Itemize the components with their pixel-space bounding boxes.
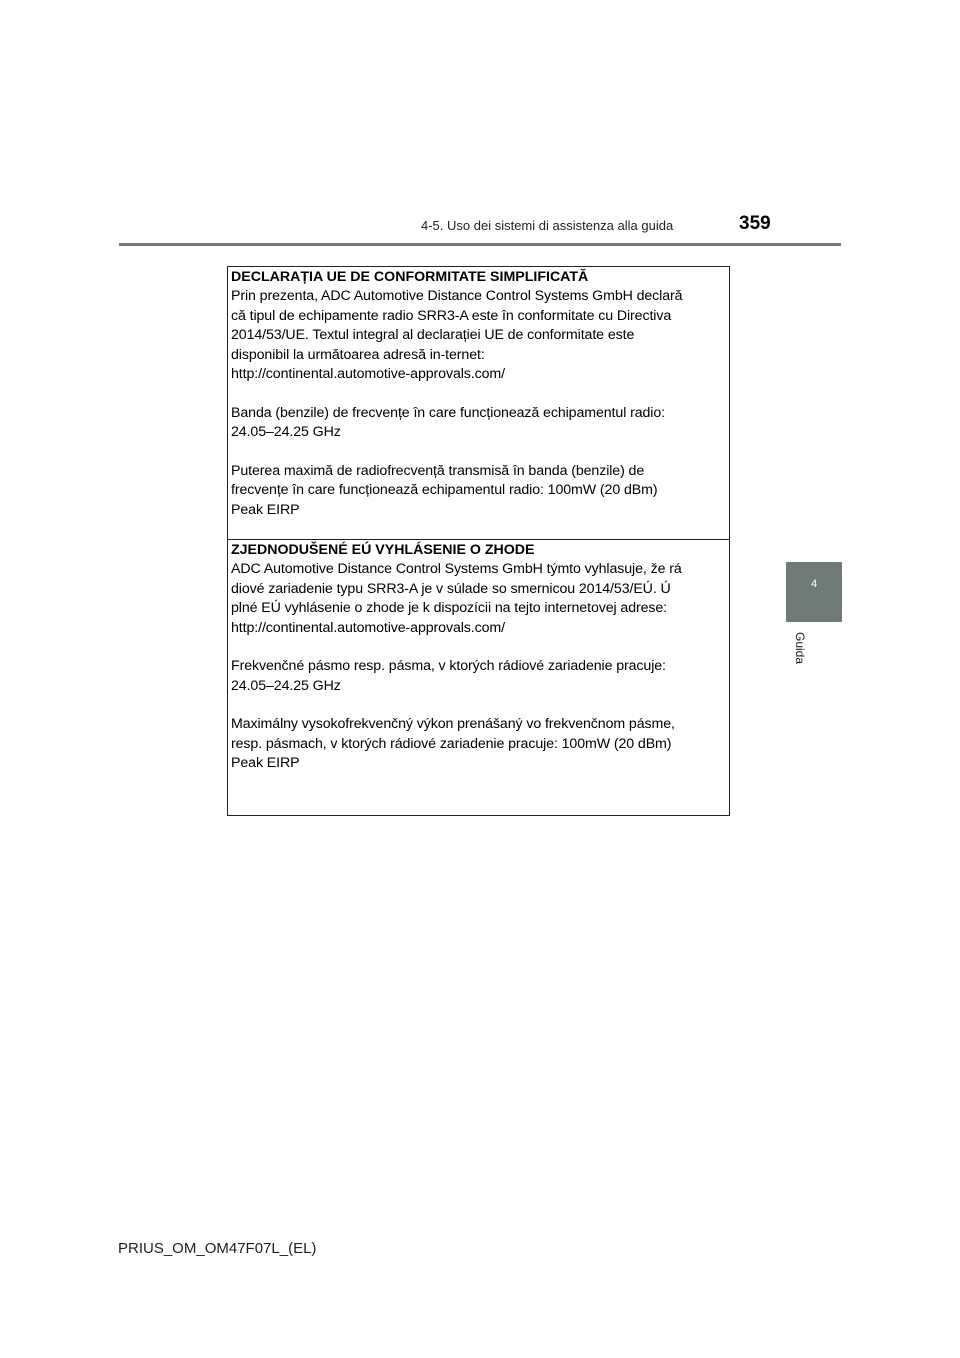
declaration-ro-url: http://continental.automotive-approvals.com/ — [231, 366, 505, 382]
declaration-sk-url: http://continental.automotive-approvals.com/ — [231, 619, 505, 636]
text-line: 24.05–24.25 GHz — [231, 424, 341, 440]
text-line: Maximálny vysokofrekvenčný výkon prenášaný vo frekvenčnom pásme, — [231, 716, 675, 732]
chapter-tab — [786, 562, 842, 622]
declaration-sk-frequency-band — [231, 657, 729, 696]
text-line: Prin prezenta, ADC Automotive Distance Control Systems GmbH declară — [231, 288, 683, 304]
document-code: PRIUS_OM_OM47F07L_(EL) — [118, 1240, 317, 1257]
text-line: Banda (benzile) de frecvențe în care funcționează echipamentul radio: — [231, 404, 665, 421]
running-header-section: 4-5. Uso dei sistemi di assistenza alla guida — [421, 218, 674, 233]
declaration-ro-max-power — [231, 462, 729, 521]
chapter-number: 4 — [810, 578, 818, 590]
text-line: ADC Automotive Distance Control Systems GmbH týmto vyhlasuje, že rá — [231, 561, 682, 577]
declaration-ro-frequency-band — [231, 404, 729, 443]
declaration-sk-intro — [231, 560, 729, 638]
text-line: plné EÚ vyhlásenie o zhode je k dispozícii na tejto internetovej adrese: — [231, 600, 668, 616]
declaration-box — [227, 266, 730, 816]
declaration-sk-title: ZJEDNODUŠENÉ EÚ VYHLÁSENIE O ZHODE — [231, 542, 535, 558]
header-divider — [119, 243, 841, 246]
text-line: Puterea maximă de radiofrecvență transmisă în banda (benzile) de — [231, 462, 645, 479]
declaration-sk-max-power — [231, 715, 729, 774]
text-line: 2014/53/UE. Textul integral al declarației UE de conformitate este — [231, 327, 635, 343]
page-number: 359 — [739, 213, 771, 234]
text-line: resp. pásmach, v ktorých rádiové zariadenie pracuje: 100mW (20 dBm) — [231, 735, 672, 752]
text-line: 24.05–24.25 GHz — [231, 677, 341, 694]
declaration-sk-section — [228, 540, 729, 774]
text-line: că tipul de echipamente radio SRR3-A este în conformitate cu Directiva — [231, 307, 672, 324]
declaration-ro-title: DECLARAȚIA UE DE CONFORMITATE SIMPLIFICATĂ — [231, 269, 589, 285]
text-line: frecvențe în care funcționează echipamentul radio: 100mW (20 dBm) — [231, 482, 658, 498]
declaration-ro-intro — [231, 287, 729, 385]
text-line: diové zariadenie typu SRR3-A je v súlade so smernicou 2014/53/EÚ. Ú — [231, 580, 671, 597]
text-line: Peak EIRP — [231, 501, 300, 518]
text-line: disponibil la următoarea adresă in-ternet: — [231, 346, 485, 363]
text-line: Peak EIRP — [231, 755, 300, 771]
declaration-ro-section — [228, 267, 729, 540]
chapter-label: Guida — [793, 632, 807, 665]
text-line: Frekvenčné pásmo resp. pásma, v ktorých rádiové zariadenie pracuje: — [231, 658, 666, 674]
